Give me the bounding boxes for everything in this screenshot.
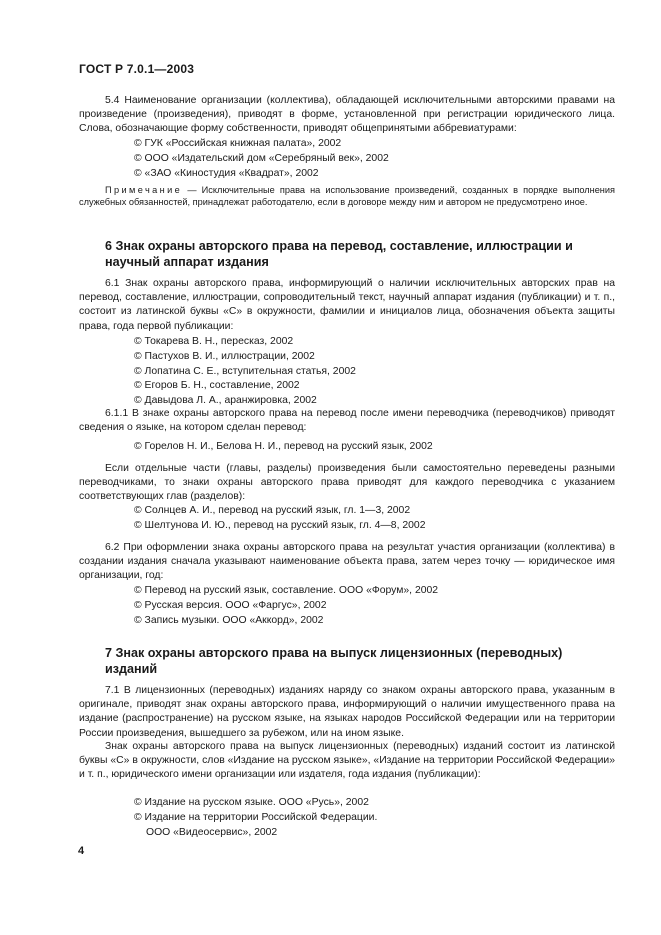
- paragraph-6-2: 6.2 При оформлении знака охраны авторского права на результат участия организации (коллектива) в создании издания сначала указывают наименование объекта права, затем через точку — юридическое имя организации, год:: [79, 542, 615, 582]
- example-line: © Лопатина С. Е., вступительная статья, 2002: [134, 365, 356, 377]
- example-line: © Давыдова Л. А., аранжировка, 2002: [134, 395, 317, 407]
- examples-5-4: [134, 137, 389, 181]
- example-line: © Солнцев А. И., перевод на русский язык, гл. 1—3, 2002: [134, 505, 411, 516]
- paragraph-6-1-1: 6.1.1 В знаке охраны авторского права на перевод после имени переводчика (переводчиков) приводят сведения о языке, на котором сделан перевод:: [79, 408, 615, 434]
- examples-7-1: [134, 796, 377, 840]
- note-text: — Исключительные права на использование произведений, созданных в порядке выполнения служебных обязанностей, принадлежат работодателю, если в договоре между ним и автором не предусмотрено иное.: [79, 185, 615, 208]
- examples-parts: [134, 504, 425, 534]
- example-line: © Русская версия. ООО «Фаргус», 2002: [134, 599, 327, 611]
- examples-6-1: [134, 335, 356, 409]
- examples-6-2: [134, 584, 438, 628]
- paragraph-7-1-b: Знак охраны авторского права на выпуск лицензионных (переводных) изданий состоит из латинской буквы «С» в окружности, слов «Издание на русском языке», «Издание на территории Российской Федерации» и т. п., юридического имени организации или издателя, года издания (публикации):: [79, 741, 615, 781]
- example-line: © «ЗАО «Киностудия «Квадрат», 2002: [134, 167, 319, 179]
- page-number: 4: [78, 845, 85, 857]
- example-line: © Издание на русском языке. ООО «Русь», 2002: [134, 797, 369, 808]
- example-line: © Егоров Б. Н., составление, 2002: [134, 380, 300, 392]
- note-5-4: [79, 184, 615, 209]
- example-line: © Перевод на русский язык, составление. ООО «Форум», 2002: [134, 585, 439, 596]
- example-line: © ООО «Издательский дом «Серебряный век», 2002: [134, 152, 389, 164]
- paragraph-7-1: 7.1 В лицензионных (переводных) изданиях наряду со знаком охраны авторского права, указанным в оригинале, приводят знак охраны авторского права, информирующий о наличии имущественного права на издание (распространение) на русском языке, на языках народов Российской Федерации или на территории России произведения, вышедшего за рубежом, или на ином языке.: [79, 685, 615, 739]
- document-header: ГОСТ Р 7.0.1—2003: [79, 62, 195, 76]
- note-label: Примечание: [105, 185, 183, 195]
- example-line: © ГУК «Российская книжная палата», 2002: [134, 138, 342, 149]
- example-line: © Горелов Н. И., Белова Н. И., перевод на русский язык, 2002: [134, 441, 433, 452]
- paragraph-6-1: 6.1 Знак охраны авторского права, информирующий о наличии исключительных авторских прав на перевод, составление, иллюстрации, сопроводительный текст, научный аппарат издания (публикации) и т. п., состоит из латинской буквы «С» в окружности, фамилии и инициалов лица, обозначения объекта защиты права, года первой публикации:: [79, 278, 615, 332]
- examples-6-1-1: [134, 440, 433, 455]
- example-line: © Издание на территории Российской Федерации.: [134, 811, 378, 823]
- example-line: © Токарева В. Н., пересказ, 2002: [134, 336, 294, 347]
- example-line: © Шелтунова И. Ю., перевод на русский язык, гл. 4—8, 2002: [134, 519, 426, 531]
- section-6-heading: 6 Знак охраны авторского права на перевод, составление, иллюстрации и научный аппарат издания: [105, 239, 573, 269]
- paragraph-5-4: 5.4 Наименование организации (коллектива), обладающей исключительными авторскими правами на произведение (произведения), приводят в форме, установленной при регистрации юридического лица. Слова, обозначающие форму собственности, приводят общепринятыми аббревиатурами:: [79, 95, 615, 135]
- example-line: © Запись музыки. ООО «Аккорд», 2002: [134, 614, 324, 626]
- paragraph-parts: Если отдельные части (главы, разделы) произведения были самостоятельно переведены разными переводчиками, то знаки охраны авторского права приводят для каждого переводчика с указанием соответствующих глав (разделов):: [79, 463, 615, 503]
- section-7-heading: 7 Знак охраны авторского права на выпуск лицензионных (переводных) изданий: [105, 646, 563, 676]
- example-line: © Пастухов В. И., иллюстрации, 2002: [134, 350, 315, 362]
- example-line: ООО «Видеосервис», 2002: [146, 826, 278, 838]
